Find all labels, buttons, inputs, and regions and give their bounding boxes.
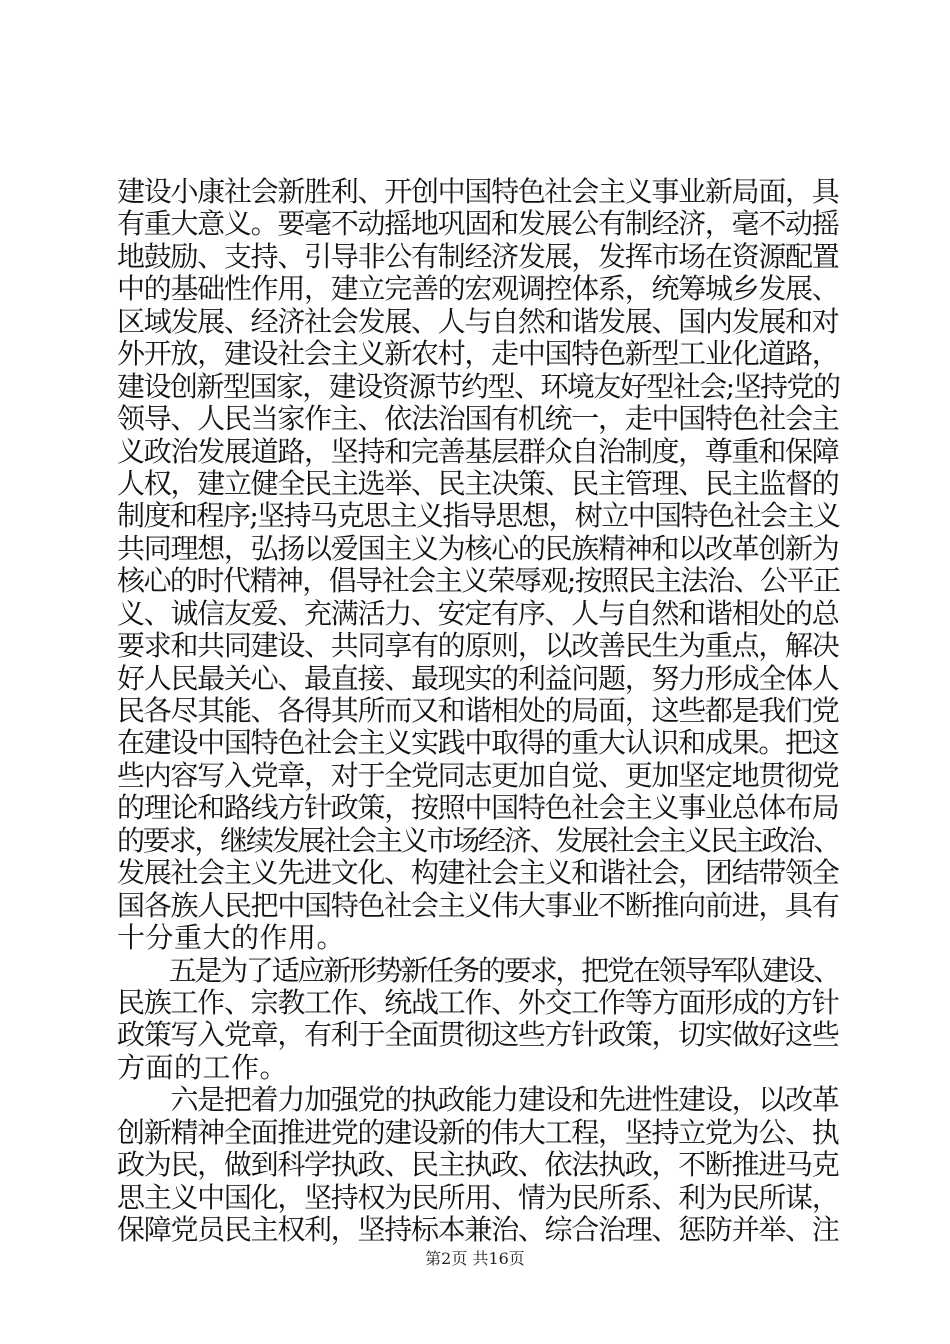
text-line: 区域发展、经济社会发展、人与自然和谐发展、国内发展和对 [117, 304, 839, 338]
page-footer: 第2页 共16页 [425, 1249, 525, 1268]
text-line: 核心的时代精神，倡导社会主义荣辱观;按照民主法治、公平正 [117, 564, 840, 598]
text-line: 义、诚信友爱、充满活力、安定有序、人与自然和谐相处的总 [117, 596, 839, 630]
text-line: 在建设中国特色社会主义实践中取得的重大认识和成果。把这 [117, 726, 839, 760]
text-line: 国各族人民把中国特色社会主义伟大事业不断推向前进，具有 [117, 888, 839, 922]
text-line: 要求和共同建设、共同享有的原则，以改善民生为重点，解决 [117, 629, 839, 663]
text-line: 些内容写入党章，对于全党同志更加自觉、更加坚定地贯彻党 [117, 758, 839, 792]
text-line: 有重大意义。要毫不动摇地巩固和发展公有制经济，毫不动摇 [117, 207, 839, 241]
text-line: 共同理想，弘扬以爱国主义为核心的民族精神和以改革创新为 [117, 531, 839, 565]
text-line: 政为民，做到科学执政、民主执政、依法执政，不断推进马克 [117, 1148, 839, 1182]
text-line: 制度和程序;坚持马克思主义指导思想，树立中国特色社会主义 [117, 499, 840, 533]
body-text [117, 175, 840, 1246]
text-line: 六是把着力加强党的执政能力建设和先进性建设，以改革 [117, 1083, 839, 1117]
text-line: 发展社会主义先进文化、构建社会主义和谐社会，团结带领全 [117, 856, 839, 890]
text-line: 保障党员民主权利，坚持标本兼治、综合治理、惩防并举、注 [117, 1213, 839, 1246]
text-line: 中的基础性作用，建立完善的宏观调控体系，统筹城乡发展、 [117, 272, 839, 306]
text-line: 创新精神全面推进党的建设新的伟大工程，坚持立党为公、执 [117, 1115, 839, 1149]
text-line: 思主义中国化，坚持权为民所用、情为民所系、利为民所谋， [117, 1180, 839, 1214]
text-line: 的要求，继续发展社会主义市场经济、发展社会主义民主政治、 [117, 823, 840, 857]
text-line: 十分重大的作用。 [117, 921, 346, 955]
text-line: 好人民最关心、最直接、最现实的利益问题，努力形成全体人 [117, 661, 839, 695]
text-line: 政策写入党章，有利于全面贯彻这些方针政策，切实做好这些 [117, 1018, 839, 1052]
text-line: 义政治发展道路，坚持和完善基层群众自治制度，尊重和保障 [117, 434, 839, 468]
text-line: 的理论和路线方针政策，按照中国特色社会主义事业总体布局 [117, 791, 839, 825]
text-line: 五是为了适应新形势新任务的要求，把党在领导军队建设、 [117, 953, 840, 987]
text-line: 方面的工作。 [117, 1050, 289, 1084]
text-line: 地鼓励、支持、引导非公有制经济发展，发挥市场在资源配置 [117, 239, 839, 273]
text-line: 民族工作、宗教工作、统战工作、外交工作等方面形成的方针 [117, 985, 839, 1019]
text-line: 建设小康社会新胜利、开创中国特色社会主义事业新局面，具 [117, 175, 839, 208]
text-line: 建设创新型国家，建设资源节约型、环境友好型社会;坚持党的 [117, 369, 840, 403]
text-line: 人权，建立健全民主选举、民主决策、民主管理、民主监督的 [117, 466, 839, 500]
text-line: 民各尽其能、各得其所而又和谐相处的局面，这些都是我们党 [117, 694, 839, 727]
text-line: 外开放，建设社会主义新农村，走中国特色新型工业化道路， [117, 337, 839, 371]
text-line: 领导、人民当家作主、依法治国有机统一，走中国特色社会主 [117, 402, 839, 436]
